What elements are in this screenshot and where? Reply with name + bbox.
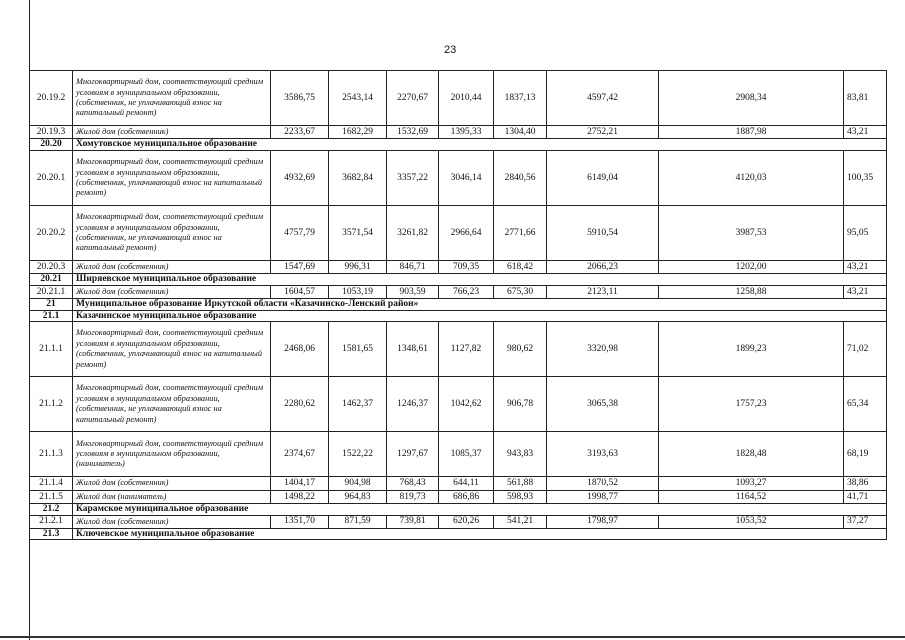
section-code: 21.1 [30, 310, 73, 322]
value-cell: 1351,70 [271, 515, 329, 528]
section-name: Ключевское муниципальное образование [73, 528, 887, 540]
value-cell: 2374,67 [271, 432, 329, 477]
value-cell: 541,21 [494, 515, 547, 528]
value-cell: 1682,29 [329, 126, 387, 139]
value-cell: 996,31 [329, 260, 387, 273]
value-cell: 71,02 [844, 322, 887, 377]
value-cell: 3193,63 [547, 432, 659, 477]
row-code: 21.1.2 [30, 377, 73, 432]
section-name: Муниципальное образование Иркутской области «Казачинско-Ленский район» [73, 299, 887, 311]
section-code: 20.20 [30, 139, 73, 151]
value-cell: 3357,22 [387, 150, 439, 205]
value-cell: 2908,34 [659, 71, 844, 126]
row-code: 21.1.1 [30, 322, 73, 377]
value-cell: 3987,53 [659, 205, 844, 260]
value-cell: 598,93 [494, 490, 547, 503]
section-code: 21.3 [30, 528, 73, 540]
row-code: 20.19.3 [30, 126, 73, 139]
value-cell: 1297,67 [387, 432, 439, 477]
value-cell: 943,83 [494, 432, 547, 477]
value-cell: 871,59 [329, 515, 387, 528]
value-cell: 1258,88 [659, 285, 844, 298]
value-cell: 43,21 [844, 285, 887, 298]
value-cell: 95,05 [844, 205, 887, 260]
value-cell: 1395,33 [439, 126, 494, 139]
section-header-row [30, 139, 887, 151]
row-code: 20.21.1 [30, 285, 73, 298]
value-cell: 904,98 [329, 477, 387, 490]
value-cell: 964,83 [329, 490, 387, 503]
value-cell: 3046,14 [439, 150, 494, 205]
value-cell: 3320,98 [547, 322, 659, 377]
value-cell: 1304,40 [494, 126, 547, 139]
section-name: Ширяевское муниципальное образование [73, 274, 887, 286]
table-row [30, 260, 887, 273]
value-cell: 2468,06 [271, 322, 329, 377]
value-cell: 2752,21 [547, 126, 659, 139]
value-cell: 1532,69 [387, 126, 439, 139]
bottom-rule [0, 636, 905, 638]
value-cell: 5910,54 [547, 205, 659, 260]
value-cell: 43,21 [844, 126, 887, 139]
value-cell: 37,27 [844, 515, 887, 528]
row-code: 20.20.2 [30, 205, 73, 260]
value-cell: 1837,13 [494, 71, 547, 126]
value-cell: 1093,27 [659, 477, 844, 490]
value-cell: 4120,03 [659, 150, 844, 205]
section-name: Хомутовское муниципальное образование [73, 139, 887, 151]
housing-type-description: Жилой дом (собственник) [73, 515, 271, 528]
tariff-table [29, 70, 887, 540]
value-cell: 2270,67 [387, 71, 439, 126]
value-cell: 1348,61 [387, 322, 439, 377]
value-cell: 3586,75 [271, 71, 329, 126]
value-cell: 2010,44 [439, 71, 494, 126]
housing-type-description: Жилой дом (наниматель) [73, 490, 271, 503]
value-cell: 766,23 [439, 285, 494, 298]
value-cell: 83,81 [844, 71, 887, 126]
value-cell: 906,78 [494, 377, 547, 432]
row-code: 20.20.1 [30, 150, 73, 205]
value-cell: 1053,52 [659, 515, 844, 528]
value-cell: 1998,77 [547, 490, 659, 503]
value-cell: 618,42 [494, 260, 547, 273]
value-cell: 1127,82 [439, 322, 494, 377]
housing-type-description: Жилой дом (собственник) [73, 477, 271, 490]
value-cell: 1581,65 [329, 322, 387, 377]
value-cell: 6149,04 [547, 150, 659, 205]
value-cell: 1246,37 [387, 377, 439, 432]
value-cell: 4597,42 [547, 71, 659, 126]
value-cell: 644,11 [439, 477, 494, 490]
value-cell: 768,43 [387, 477, 439, 490]
value-cell: 1085,37 [439, 432, 494, 477]
table-row [30, 285, 887, 298]
value-cell: 3571,54 [329, 205, 387, 260]
row-code: 20.19.2 [30, 71, 73, 126]
value-cell: 1522,22 [329, 432, 387, 477]
value-cell: 1462,37 [329, 377, 387, 432]
section-code: 21.2 [30, 504, 73, 516]
value-cell: 41,71 [844, 490, 887, 503]
value-cell: 1899,23 [659, 322, 844, 377]
value-cell: 2233,67 [271, 126, 329, 139]
value-cell: 1887,98 [659, 126, 844, 139]
housing-type-description: Жилой дом (собственник) [73, 126, 271, 139]
value-cell: 1604,57 [271, 285, 329, 298]
row-code: 21.1.5 [30, 490, 73, 503]
value-cell: 1498,22 [271, 490, 329, 503]
value-cell: 1164,52 [659, 490, 844, 503]
value-cell: 1828,48 [659, 432, 844, 477]
value-cell: 675,30 [494, 285, 547, 298]
value-cell: 1053,19 [329, 285, 387, 298]
value-cell: 68,19 [844, 432, 887, 477]
row-code: 21.1.4 [30, 477, 73, 490]
value-cell: 2123,11 [547, 285, 659, 298]
housing-type-description: Жилой дом (собственник) [73, 285, 271, 298]
section-header-row [30, 504, 887, 516]
section-name: Карамское муниципальное образование [73, 504, 887, 516]
row-code: 20.20.3 [30, 260, 73, 273]
value-cell: 709,35 [439, 260, 494, 273]
value-cell: 1798,97 [547, 515, 659, 528]
value-cell: 2840,56 [494, 150, 547, 205]
section-header-row [30, 528, 887, 540]
table-row [30, 71, 887, 126]
table-row [30, 477, 887, 490]
housing-type-description: Жилой дом (собственник) [73, 260, 271, 273]
table-row [30, 150, 887, 205]
page-number: 23 [444, 44, 457, 56]
value-cell: 846,71 [387, 260, 439, 273]
section-name: Казачинское муниципальное образование [73, 310, 887, 322]
value-cell: 561,88 [494, 477, 547, 490]
value-cell: 2771,66 [494, 205, 547, 260]
value-cell: 1404,17 [271, 477, 329, 490]
value-cell: 1042,62 [439, 377, 494, 432]
value-cell: 903,59 [387, 285, 439, 298]
value-cell: 2280,62 [271, 377, 329, 432]
value-cell: 3682,84 [329, 150, 387, 205]
value-cell: 3261,82 [387, 205, 439, 260]
value-cell: 4757,79 [271, 205, 329, 260]
table-row [30, 515, 887, 528]
row-code: 21.1.3 [30, 432, 73, 477]
value-cell: 2066,23 [547, 260, 659, 273]
value-cell: 739,81 [387, 515, 439, 528]
table-row [30, 432, 887, 477]
table-row [30, 126, 887, 139]
table-row [30, 377, 887, 432]
section-code: 20.21 [30, 274, 73, 286]
section-header-row [30, 299, 887, 311]
housing-type-description: Многоквартирный дом, соответствующий средним условиям в муниципальном образовании, (наниматель) [73, 432, 271, 477]
section-header-row [30, 310, 887, 322]
value-cell: 4932,69 [271, 150, 329, 205]
value-cell: 819,73 [387, 490, 439, 503]
table-body [30, 71, 887, 540]
housing-type-description: Многоквартирный дом, соответствующий средним условиям в муниципальном образовании, (собственник, не уплачивающий взнос на капитальный ремонт) [73, 71, 271, 126]
value-cell: 2966,64 [439, 205, 494, 260]
section-code: 21 [30, 299, 73, 311]
value-cell: 686,86 [439, 490, 494, 503]
table-row [30, 490, 887, 503]
housing-type-description: Многоквартирный дом, соответствующий средним условиям в муниципальном образовании, (собственник, уплачивающий взнос на капитальный ремонт) [73, 322, 271, 377]
value-cell: 1547,69 [271, 260, 329, 273]
housing-type-description: Многоквартирный дом, соответствующий средним условиям в муниципальном образовании, (собственник, уплачивающий взнос на капитальный ремонт) [73, 150, 271, 205]
table-row [30, 322, 887, 377]
value-cell: 43,21 [844, 260, 887, 273]
value-cell: 100,35 [844, 150, 887, 205]
value-cell: 2543,14 [329, 71, 387, 126]
value-cell: 1202,00 [659, 260, 844, 273]
value-cell: 980,62 [494, 322, 547, 377]
value-cell: 65,34 [844, 377, 887, 432]
value-cell: 1757,23 [659, 377, 844, 432]
table-row [30, 205, 887, 260]
value-cell: 3065,38 [547, 377, 659, 432]
section-header-row [30, 274, 887, 286]
value-cell: 38,86 [844, 477, 887, 490]
row-code: 21.2.1 [30, 515, 73, 528]
value-cell: 620,26 [439, 515, 494, 528]
housing-type-description: Многоквартирный дом, соответствующий средним условиям в муниципальном образовании, (собственник, не уплачивающий взнос на капитальный ремонт) [73, 377, 271, 432]
value-cell: 1870,52 [547, 477, 659, 490]
housing-type-description: Многоквартирный дом, соответствующий средним условиям в муниципальном образовании, (собственник, не уплачивающий взнос на капитальный ремонт) [73, 205, 271, 260]
